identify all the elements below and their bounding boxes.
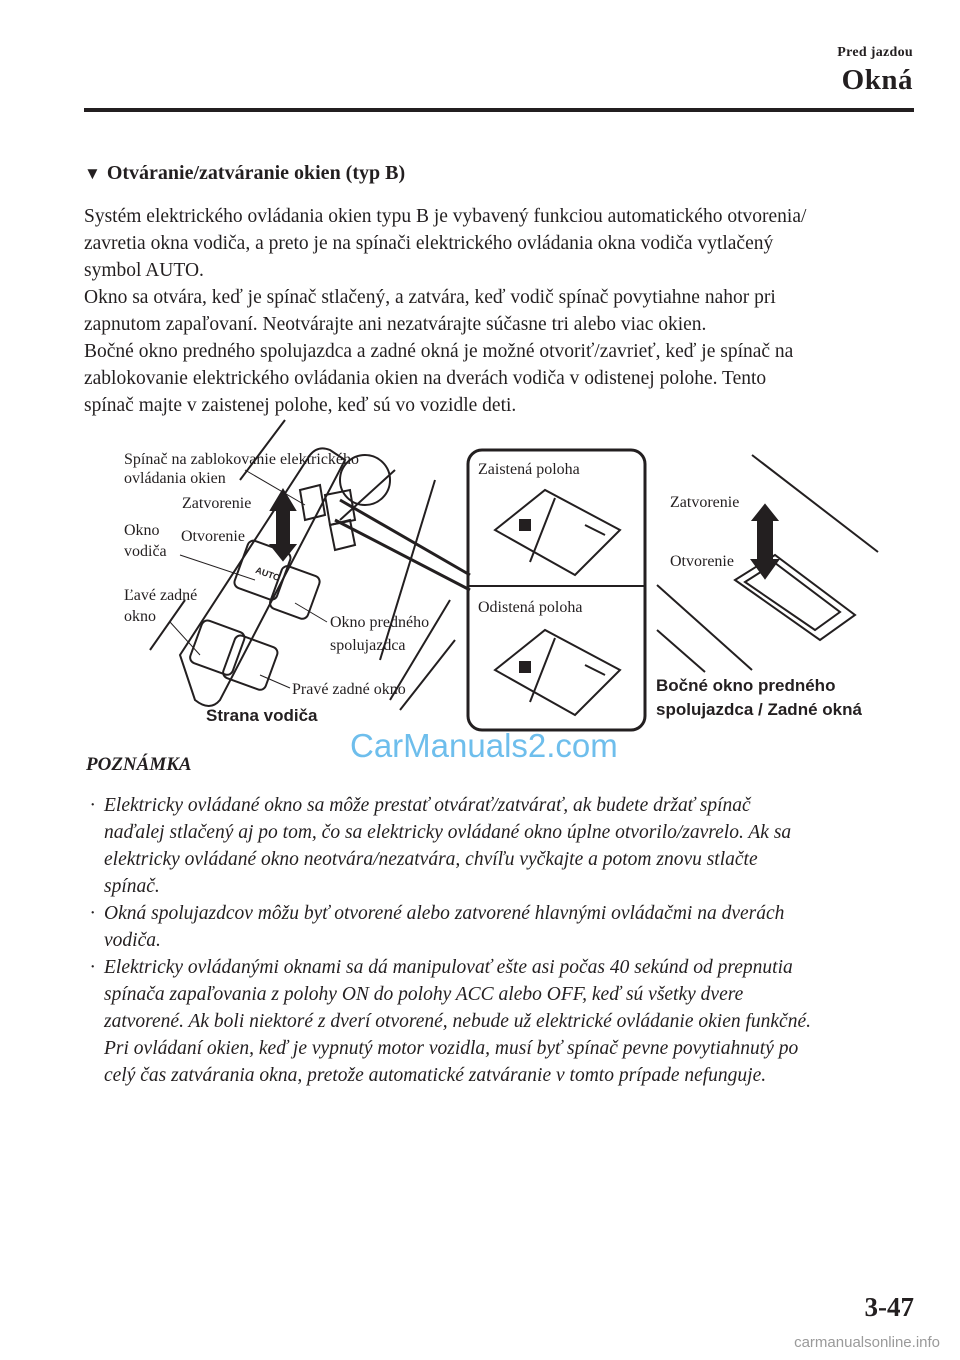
passenger-arrow-icon [752, 505, 778, 578]
note-line: vodiča. [104, 930, 161, 951]
body-text [84, 203, 924, 419]
driver-arrow-icon [271, 490, 295, 560]
triangle-marker-icon: ▼ [84, 164, 101, 183]
label-line: Spínač na zablokovanie elektrického [124, 451, 360, 468]
label-left-rear [124, 585, 197, 627]
label-front-passenger [330, 611, 429, 657]
label-unlocked: Odistená poloha [478, 599, 583, 616]
label-line: spolujazdca / Zadné okná [656, 700, 862, 719]
label-line: spolujazdca [330, 637, 406, 654]
label-line: Okno predného [330, 614, 430, 631]
label-locked: Zaistená poloha [478, 461, 580, 478]
label-line: vodiča [124, 543, 167, 560]
note-heading: POZNÁMKA [86, 754, 192, 775]
watermark-carmanualsonline: carmanualsonline.info [794, 1334, 940, 1351]
note-line: zatvorené. Ak boli niektoré z dverí otvorené, nebude už elektrické ovládanie okien funkčné. [104, 1011, 811, 1032]
body-line: spínač majte v zaistenej polohe, keď sú vo vozidle deti. [84, 395, 517, 416]
note-line: spínača zapaľovania z polohy ON do polohy ACC alebo OFF, keď sú všetky dvere [104, 984, 744, 1005]
header-section: Pred jazdou [837, 45, 913, 60]
driver-switch-panel [150, 420, 470, 710]
lock-switch-unlocked [495, 630, 620, 715]
watermark-carmanuals: CarManuals2.com [350, 727, 618, 764]
auto-symbol: AUTO [254, 564, 282, 584]
label-driver-window [124, 520, 167, 562]
note-line: Pri ovládaní okien, keď je vypnutý motor vozidla, musí byť spínač pevne povytiahnutý po [104, 1038, 799, 1059]
label-passenger-side [656, 674, 862, 722]
note-line: celý čas zatvárania okna, pretože automatické zatváranie v tomto prípade nefunguje. [104, 1065, 767, 1086]
body-line: zapnutom zapaľovaní. Neotvárajte ani nezatvárajte súčasne tri alebo viac okien. [84, 314, 707, 335]
label-open: Otvorenie [181, 528, 245, 545]
label-close: Zatvorenie [182, 495, 252, 512]
body-line: zavretia okna vodiča, a preto je na spínači elektrického ovládania okna vodiča vytlačený [84, 233, 774, 254]
lock-switch-locked [495, 490, 620, 575]
note-line: Elektricky ovládanými oknami sa dá manipulovať ešte asi počas 40 sekúnd od prepnutia [104, 957, 793, 978]
label-close-2: Zatvorenie [670, 494, 740, 511]
label-lock-switch [124, 450, 359, 488]
label-line: Bočné okno predného [656, 676, 836, 695]
section-title-text: Otváranie/zatváranie okien (typ B) [106, 162, 406, 184]
label-open-2: Otvorenie [670, 553, 734, 570]
section-title [84, 162, 405, 185]
header-rule [84, 108, 914, 112]
note-line: spínač. [104, 876, 160, 897]
label-driver-side: Strana vodiča [206, 706, 318, 725]
note-item [88, 792, 928, 900]
note-line: Elektricky ovládané okno sa môže prestať otvárať/zatvárať, ak budete držať spínač [104, 795, 751, 816]
note-list [88, 792, 928, 1089]
label-line: Ľavé zadné [124, 587, 198, 604]
label-line: ovládania okien [124, 470, 226, 487]
bullet: · [90, 903, 95, 924]
note-item [88, 900, 928, 954]
note-line: elektricky ovládané okno neotvára/nezatvára, chvíľu vyčkajte a potom znovu stlačte [104, 849, 758, 870]
label-line: okno [124, 608, 156, 625]
note-item [88, 954, 928, 1089]
label-right-rear: Pravé zadné okno [292, 681, 406, 698]
note-line: naďalej stlačený aj po tom, čo sa elektricky ovládané okno úplne otvorilo/zavrelo. Ak sa [104, 822, 792, 843]
label-line: Okno [124, 522, 160, 539]
body-line: Bočné okno predného spolujazdca a zadné okná je možné otvoriť/zavrieť, keď je spínač na [84, 341, 794, 362]
body-line: zablokovanie elektrického ovládania okien na dverách vodiča v odistenej polohe. Tento [84, 368, 767, 389]
body-line: symbol AUTO. [84, 260, 204, 281]
page-number: 3-47 [864, 1292, 914, 1322]
note-line: Okná spolujazdcov môžu byť otvorené alebo zatvorené hlavnými ovládačmi na dverách [104, 903, 785, 924]
bullet: · [90, 795, 95, 816]
bullet: · [90, 957, 95, 978]
body-line: Systém elektrického ovládania okien typu B je vybavený funkciou automatického otvorenia/ [84, 206, 807, 227]
header-title: Okná [841, 64, 913, 96]
body-line: Okno sa otvára, keď je spínač stlačený, a zatvára, keď vodič spínač povytiahne nahor pri [84, 287, 776, 308]
